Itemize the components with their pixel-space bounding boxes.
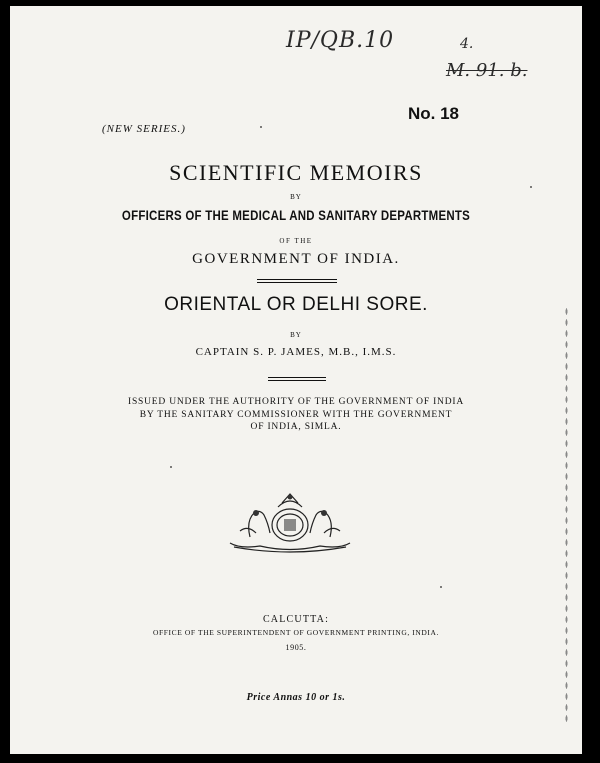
imprint-office: OFFICE OF THE SUPERINTENDENT OF GOVERNMENT PRINTING, INDIA. (152, 628, 440, 637)
title-page (10, 6, 582, 754)
issued-statement (10, 396, 582, 434)
memoir-number: No. 18 (408, 104, 460, 123)
imprint-year: 1905. (285, 643, 307, 652)
handwritten-shelfmark: IP/QB.10 (286, 28, 395, 53)
speck (530, 186, 532, 188)
edge-specks (565, 306, 568, 726)
author-line: CAPTAIN S. P. JAMES, M.B., I.M.S. (195, 346, 397, 358)
speck (440, 586, 442, 588)
imprint-city: CALCUTTA: (262, 614, 330, 625)
of-the-label: OF THE (279, 237, 313, 245)
issued-line: BY THE SANITARY COMMISSIONER WITH THE GOVERNMENT (139, 409, 453, 420)
speck (260, 126, 262, 128)
price-line: Price Annas 10 or 1s. (246, 692, 346, 703)
handwritten-struck-note: M. 91. b. (446, 60, 528, 81)
memoir-subject: ORIENTAL OR DELHI SORE. (164, 294, 428, 315)
series-label: (NEW SERIES.) (102, 123, 186, 135)
divider (268, 377, 326, 381)
publication-title: SCIENTIFIC MEMOIRS (169, 160, 423, 185)
speck (170, 466, 172, 468)
by-label: BY (290, 193, 302, 201)
departments-line: OFFICERS OF THE MEDICAL AND SANITARY DEPARTMENTS (121, 207, 471, 223)
issued-line: OF INDIA, SIMLA. (250, 422, 342, 432)
government-line: GOVERNMENT OF INDIA. (192, 251, 400, 267)
divider (257, 279, 337, 283)
handwritten-corner-note: 4. (460, 36, 474, 52)
issued-line: ISSUED UNDER THE AUTHORITY OF THE GOVERNMENT OF INDIA (127, 397, 465, 407)
royal-coat-of-arms-icon (220, 491, 360, 555)
author-by-label: BY (290, 331, 302, 339)
